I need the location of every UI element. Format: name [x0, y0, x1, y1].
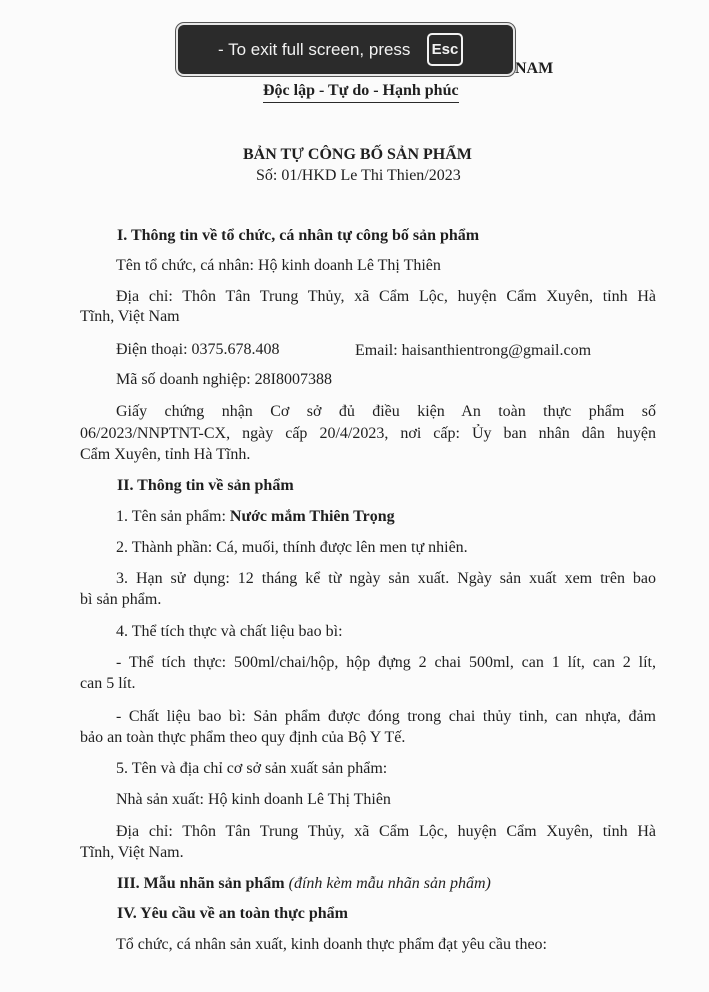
product-name — [116, 507, 395, 527]
org-phone: Điện thoại: 0375.678.408 — [116, 341, 280, 358]
shelf-life-line2: bì sản phẩm. — [80, 591, 162, 608]
product-name-label: 1. Tên sản phẩm: — [116, 508, 230, 525]
producer-address-line2: Tĩnh, Việt Nam. — [80, 844, 184, 861]
motto: Độc lập - Tự do - Hạnh phúc — [263, 81, 459, 103]
producer-address-line1: Địa chỉ: Thôn Tân Trung Thủy, xã Cẩm Lộc, huyện Cẩm Xuyên, tỉnh Hà — [116, 823, 656, 840]
fullscreen-exit-notice — [176, 23, 515, 76]
section-4-heading: IV. Yêu cầu về an toàn thực phẩm — [117, 905, 348, 922]
org-name: Tên tổ chức, cá nhân: Hộ kinh doanh Lê Thị Thiên — [116, 257, 441, 274]
document-number: Số: 01/HKD Le Thi Thien/2023 — [256, 167, 461, 184]
business-code: Mã số doanh nghiệp: 28I8007388 — [116, 371, 332, 388]
esc-key[interactable]: Esc — [427, 33, 463, 66]
fullscreen-exit-message: - To exit full screen, press — [218, 40, 411, 59]
material-line2: bảo an toàn thực phẩm theo quy định của Bộ Y Tế. — [80, 729, 406, 746]
certificate-line1: Giấy chứng nhận Cơ sở đủ điều kiện An toàn thực phẩm số — [116, 403, 656, 420]
section-3-note: (đính kèm mẫu nhãn sản phẩm) — [288, 875, 491, 892]
shelf-life-line1: 3. Hạn sử dụng: 12 tháng kể từ ngày sản xuất. Ngày sản xuất xem trên bao — [116, 570, 656, 587]
org-address-line1: Địa chỉ: Thôn Tân Trung Thủy, xã Cẩm Lộc, huyện Cẩm Xuyên, tỉnh Hà — [116, 288, 656, 305]
document-title: BẢN TỰ CÔNG BỐ SẢN PHẨM — [243, 146, 472, 163]
section-3-title: III. Mẫu nhãn sản phẩm — [117, 875, 289, 892]
section-4-text: Tổ chức, cá nhân sản xuất, kinh doanh thực phẩm đạt yêu cầu theo: — [116, 936, 547, 953]
org-address-line2: Tĩnh, Việt Nam — [80, 308, 180, 325]
product-name-value: Nước mắm Thiên Trọng — [229, 508, 395, 525]
certificate-line3: Cẩm Xuyên, tỉnh Hà Tĩnh. — [80, 446, 251, 463]
volume-heading: 4. Thể tích thực và chất liệu bao bì: — [116, 623, 343, 640]
national-title-tail: NAM — [515, 60, 554, 77]
section-2-heading: II. Thông tin về sản phẩm — [117, 477, 294, 494]
volume-line1: - Thể tích thực: 500ml/chai/hộp, hộp đựng 2 chai 500ml, can 1 lít, can 2 lít, — [116, 654, 656, 671]
certificate-line2: 06/2023/NNPTNT-CX, ngày cấp 20/4/2023, nơi cấp: Ủy ban nhân dân huyện — [80, 425, 656, 442]
material-line1: - Chất liệu bao bì: Sản phẩm được đóng trong chai thủy tinh, can nhựa, đảm — [116, 708, 656, 725]
section-3-heading — [117, 874, 491, 894]
product-ingredients: 2. Thành phần: Cá, muối, thính được lên men tự nhiên. — [116, 539, 468, 556]
producer-name: Nhà sản xuất: Hộ kinh doanh Lê Thị Thiên — [116, 791, 391, 808]
producer-heading: 5. Tên và địa chỉ cơ sở sản xuất sản phẩm: — [116, 760, 388, 777]
volume-line2: can 5 lít. — [80, 675, 136, 692]
section-1-heading: I. Thông tin về tổ chức, cá nhân tự công bố sản phẩm — [117, 227, 480, 244]
org-email: Email: haisanthientrong@gmail.com — [355, 342, 592, 359]
